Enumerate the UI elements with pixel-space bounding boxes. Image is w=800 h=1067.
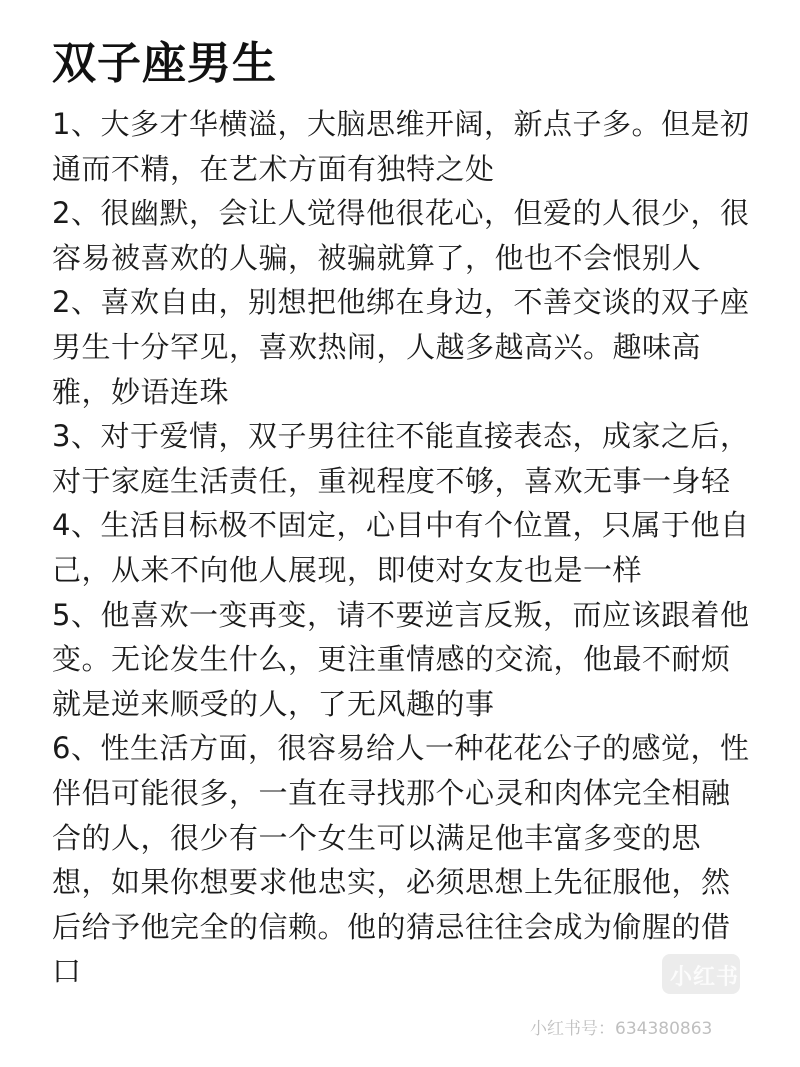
list-item-3: 2、喜欢自由，别想把他绑在身边，不善交谈的双子座男生十分罕见，喜欢热闹，人越多越高兴。趣味高雅，妙语连珠	[52, 285, 750, 409]
watermark-logo-text: 小红书	[670, 965, 740, 990]
list-item-5: 4、生活目标极不固定，心目中有个位置，只属于他自己，从来不向他人展现，即使对女友也是一样	[52, 508, 750, 587]
document-page	[52, 32, 752, 994]
page-title: 双子座男生	[52, 38, 277, 89]
list-item-2: 2、很幽默，会让人觉得他很花心，但爱的人很少，很容易被喜欢的人骗，被骗就算了，他也不会恨别人	[52, 196, 750, 275]
list-item-1: 1、大多才华横溢，大脑思维开阔，新点子多。但是初通而不精，在艺术方面有独特之处	[52, 107, 750, 186]
watermark-id: 小红书号：634380863	[530, 1019, 713, 1039]
list-item-7: 6、性生活方面，很容易给人一种花花公子的感觉，性伴侣可能很多，一直在寻找那个心灵和肉体完全相融合的人，很少有一个女生可以满足他丰富多变的思想，如果你想要求他忠实，必须思想上先征服他，然后给予他完全的信赖。他的猜忌往往会成为偷腥的借口	[52, 731, 750, 989]
list-item-6: 5、他喜欢一变再变，请不要逆言反叛，而应该跟着他变。无论发生什么，更注重情感的交流，他最不耐烦就是逆来顺受的人，了无风趣的事	[52, 597, 750, 721]
list-item-4: 3、对于爱情，双子男往往不能直接表态，成家之后，对于家庭生活责任，重视程度不够，喜欢无事一身轻	[52, 419, 750, 498]
